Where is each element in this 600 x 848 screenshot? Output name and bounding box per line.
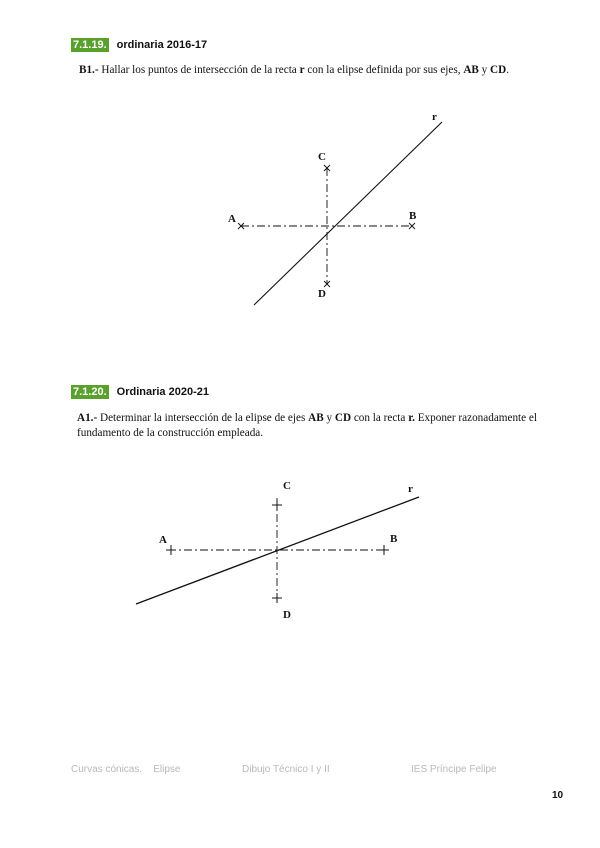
line-r-2 [136,497,419,604]
figure-2 [136,480,419,621]
problem-id-2: A1.- [77,412,98,424]
section-title-2: Ordinaria 2020-21 [116,386,209,398]
figure-1 [228,111,442,305]
label-d-1: D [318,288,326,300]
label-a-1: A [228,213,236,225]
label-r-2: r [408,483,413,495]
label-c-2: C [283,480,291,492]
label-a-2: A [159,534,167,546]
section-number-2: 7.1.20. [73,386,107,398]
footer-topic: Curvas cónicas. Elipse [71,764,181,775]
problem-id-1: B1.- [79,64,99,76]
footer-subject: Dibujo Técnico I y II [242,764,330,775]
problem-statement-2: A1.- Determinar la intersección de la elipse de ejes AB y CD con la recta r. Exponer razonadamente el fundamento de la construcción empleada. [77,412,537,439]
label-d-2: D [283,609,291,621]
label-r-1: r [432,111,437,123]
label-b-1: B [409,210,417,222]
label-c-1: C [318,151,326,163]
page-number: 10 [552,790,564,801]
endpoint-marks-2 [166,500,389,603]
label-b-2: B [390,533,398,545]
footer-school: IES Príncipe Felipe [411,764,497,775]
section-title-1: ordinaria 2016-17 [116,39,208,51]
section-number-1: 7.1.19. [73,39,107,51]
problem-statement-1: B1.- Hallar los puntos de intersección de la recta r con la elipse definida por sus ejes, AB y CD. [79,64,510,76]
